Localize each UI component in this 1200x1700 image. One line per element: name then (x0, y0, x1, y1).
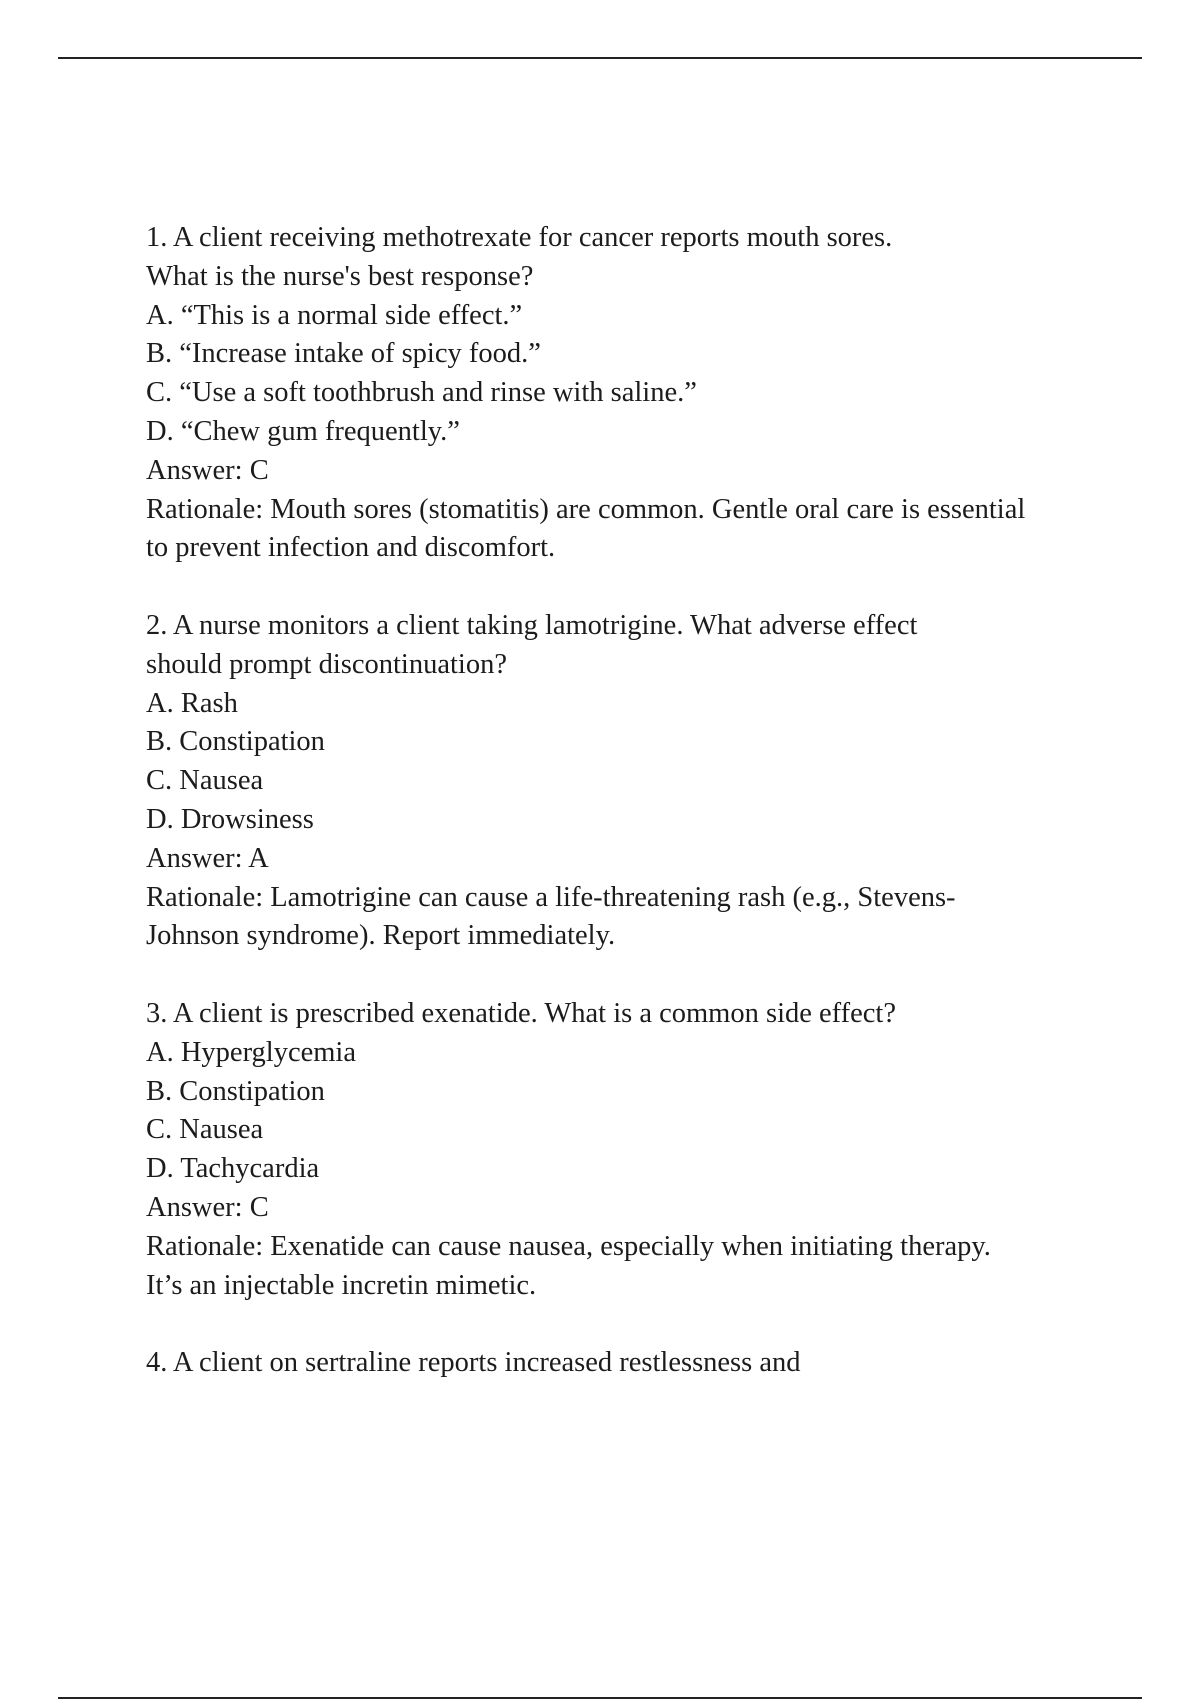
question-stem: 1. A client receiving methotrexate for cancer reports mouth sores. What is the nurse's best response? (146, 222, 899, 292)
question-3 (146, 995, 1026, 1305)
question-4 (146, 1344, 1026, 1383)
option-b: B. Constipation (146, 726, 325, 758)
option-c: C. Nausea (146, 1114, 264, 1146)
option-a: A. Rash (146, 687, 238, 719)
option-b: B. “Increase intake of spicy food.” (146, 338, 541, 370)
rationale: Rationale: Lamotrigine can cause a life-threatening rash (e.g., Stevens-Johnson syndrome). Report immediately. (146, 881, 956, 952)
rationale: Rationale: Exenatide can cause nausea, especially when initiating therapy. It’s an injectable incretin mimetic. (146, 1230, 999, 1301)
option-c: C. Nausea (146, 765, 264, 797)
header-rule (58, 57, 1142, 59)
question-2 (146, 607, 1026, 956)
question-1 (146, 219, 1033, 568)
question-stem: 2. A nurse monitors a client taking lamotrigine. What adverse effect should prompt discontinuation? (146, 609, 925, 680)
option-b: B. Constipation (146, 1075, 325, 1107)
question-stem: 3. A client is prescribed exenatide. What is a common side effect? (146, 997, 896, 1029)
answer: Answer: A (146, 842, 269, 874)
option-a: A. Hyperglycemia (146, 1036, 356, 1068)
rationale: Rationale: Mouth sores (stomatitis) are common. Gentle oral care is essential to prevent infection and discomfort. (146, 493, 1033, 564)
document-body (146, 219, 1033, 1422)
answer: Answer: C (146, 1191, 269, 1223)
option-d: D. Tachycardia (146, 1153, 320, 1185)
answer: Answer: C (146, 454, 269, 486)
option-c: C. “Use a soft toothbrush and rinse with saline.” (146, 377, 697, 409)
footer-rule (58, 1697, 1142, 1699)
option-d: D. “Chew gum frequently.” (146, 415, 460, 447)
option-a: A. “This is a normal side effect.” (146, 299, 523, 331)
option-d: D. Drowsiness (146, 803, 314, 835)
question-stem: 4. A client on sertraline reports increased restlessness and (146, 1347, 801, 1379)
